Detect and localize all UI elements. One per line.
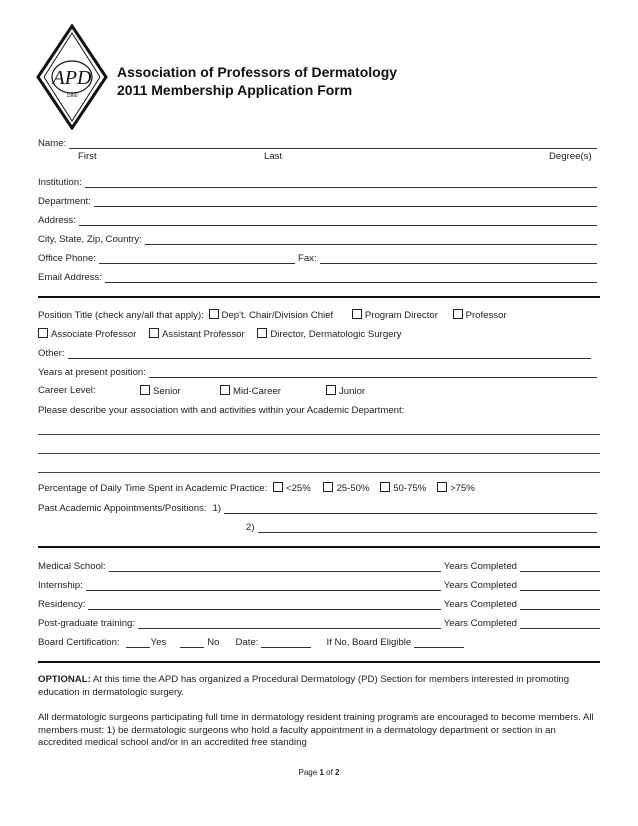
intern-years-label: Years Completed [443,580,517,591]
city-field[interactable] [145,235,597,245]
option-program-director: Program Director [364,310,438,321]
section-divider-3 [38,661,600,663]
res-years-label: Years Completed [443,599,517,610]
logo-year: 1960 [66,93,78,99]
career-junior [326,385,365,397]
pg-years-field[interactable] [520,619,600,629]
degree-label: Degree(s) [549,151,592,162]
apd-logo [36,24,108,130]
postgrad-field[interactable] [138,619,441,629]
last-label: Last [264,151,283,162]
institution-row [38,176,600,188]
years-field[interactable] [149,368,597,378]
position-title-label: Position Title (check any/all that apply): [38,310,204,321]
past-1-field[interactable] [224,504,597,514]
option-junior: Junior [339,386,366,397]
career-mid [220,385,281,397]
board-label: Board Certification: [38,637,120,648]
time-row [38,482,475,494]
internship-label: Internship: [38,580,83,591]
checkbox-associate-professor[interactable] [38,328,48,338]
section-divider [38,296,600,298]
past-2-field[interactable] [258,523,597,533]
checkbox-senior[interactable] [140,385,150,395]
logo-text: APD [52,67,92,89]
other-label: Other: [38,348,65,359]
optional-label: OPTIONAL: [38,674,91,685]
internship-field[interactable] [86,581,441,591]
board-no-field[interactable] [180,638,204,648]
residency-field[interactable] [88,600,440,610]
intern-years-field[interactable] [520,581,600,591]
years-label: Years at present position: [38,367,146,378]
city-row [38,233,600,245]
option-associate-professor: Associate Professor [51,329,137,340]
med-years-label: Years Completed [443,561,517,572]
footer-page-word: Page [298,768,318,777]
checkbox-director-surgery[interactable] [257,328,267,338]
checkbox-program-director[interactable] [352,309,362,319]
postgrad-label: Post-graduate training: [38,618,136,629]
checkbox-assistant-professor[interactable] [149,328,159,338]
checkbox-gt75[interactable] [437,482,447,492]
checkbox-professor[interactable] [453,309,463,319]
career-senior [140,385,181,397]
department-row [38,195,600,207]
describe-line-3[interactable] [38,472,600,473]
name-row [38,137,600,149]
section-divider-2 [38,546,600,548]
past-2-label: 2) [246,522,255,533]
footer-of-word: of [326,768,333,777]
board-yes-label: Yes [150,637,167,648]
board-no-label: No [207,637,220,648]
board-eligible-field[interactable] [414,638,464,648]
option-professor: Professor [465,310,507,321]
option-25-50: 25-50% [336,483,370,494]
option-gt75: >75% [449,483,475,494]
checkbox-dept-chair[interactable] [209,309,219,319]
med-years-field[interactable] [520,562,600,572]
past-row-2 [246,521,600,533]
fax-label: Fax: [297,253,317,264]
pg-years-label: Years Completed [443,618,517,629]
years-row [38,366,600,378]
time-label: Percentage of Daily Time Spent in Academic Practice: [38,483,268,494]
address-label: Address: [38,215,76,226]
checkbox-50-75[interactable] [380,482,390,492]
med-school-field[interactable] [109,562,441,572]
postgrad-row [38,617,600,629]
checkbox-junior[interactable] [326,385,336,395]
describe-label: Please describe your association with and activities within your Academic Department: [38,405,405,416]
institution-field[interactable] [85,178,597,188]
career-level-label: Career Level: [38,385,96,396]
office-phone-field[interactable] [99,254,295,264]
department-field[interactable] [94,197,597,207]
footer-page-total: 2 [335,768,340,777]
department-label: Department: [38,196,91,207]
form-title: 2011 Membership Application Form [117,82,353,98]
internship-row [38,579,600,591]
institution-label: Institution: [38,177,82,188]
option-50-75: 50-75% [393,483,427,494]
board-yes-field[interactable] [126,638,150,648]
residency-label: Residency: [38,599,86,610]
position-row-2 [38,328,402,340]
city-label: City, State, Zip, Country: [38,234,142,245]
med-school-label: Medical School: [38,561,106,572]
page-footer [0,768,638,777]
optional-paragraph [38,674,600,699]
board-date-label: Date: [235,637,259,648]
address-row [38,214,600,226]
checkbox-lt25[interactable] [273,482,283,492]
footer-page-num: 1 [319,768,324,777]
describe-line-1[interactable] [38,434,600,435]
option-dept-chair: Dep't. Chair/Division Chief [221,310,334,321]
option-senior: Senior [153,386,181,397]
describe-line-2[interactable] [38,453,600,454]
address-field[interactable] [79,216,597,226]
optional-text: At this time the APD has organized a Procedural Dermatology (PD) Section for members interested in promoting education in dermatologic surgery. [38,674,570,698]
past-1-label: 1) [212,503,222,514]
office-phone-label: Office Phone: [38,253,96,264]
checkbox-25-50[interactable] [323,482,333,492]
option-assistant-professor: Assistant Professor [162,329,245,340]
board-eligible-label: If No, Board Eligible [326,637,412,648]
option-mid-career: Mid-Career [233,386,281,397]
res-years-field[interactable] [520,600,600,610]
name-label: Name: [38,138,67,149]
email-field[interactable] [105,273,597,283]
phone-row [38,252,600,264]
board-row [38,636,467,648]
name-field[interactable] [69,139,597,149]
residency-row [38,598,600,610]
med-school-row [38,560,600,572]
email-row [38,271,600,283]
option-director-surgery: Director, Dermatologic Surgery [270,329,402,340]
org-name: Association of Professors of Dermatology [117,64,398,80]
fax-field[interactable] [320,254,597,264]
first-label: First [78,151,97,162]
past-row-1 [38,502,600,514]
optional-paragraph-2: All dermatologic surgeons participating full time in dermatology resident training programs are encouraged to become members. All members must: 1) be dermatologic surgeons who hold a faculty appointment in a dermatology department or section in an accredited medical school and/or in an accredited free standing [38,712,594,748]
other-row [38,347,594,359]
option-lt25: <25% [285,483,311,494]
header-block [117,63,397,99]
other-field[interactable] [68,349,591,359]
email-label: Email Address: [38,272,102,283]
position-title-row [38,309,507,321]
board-date-field[interactable] [261,638,311,648]
checkbox-mid-career[interactable] [220,385,230,395]
past-label: Past Academic Appointments/Positions: [38,503,207,514]
